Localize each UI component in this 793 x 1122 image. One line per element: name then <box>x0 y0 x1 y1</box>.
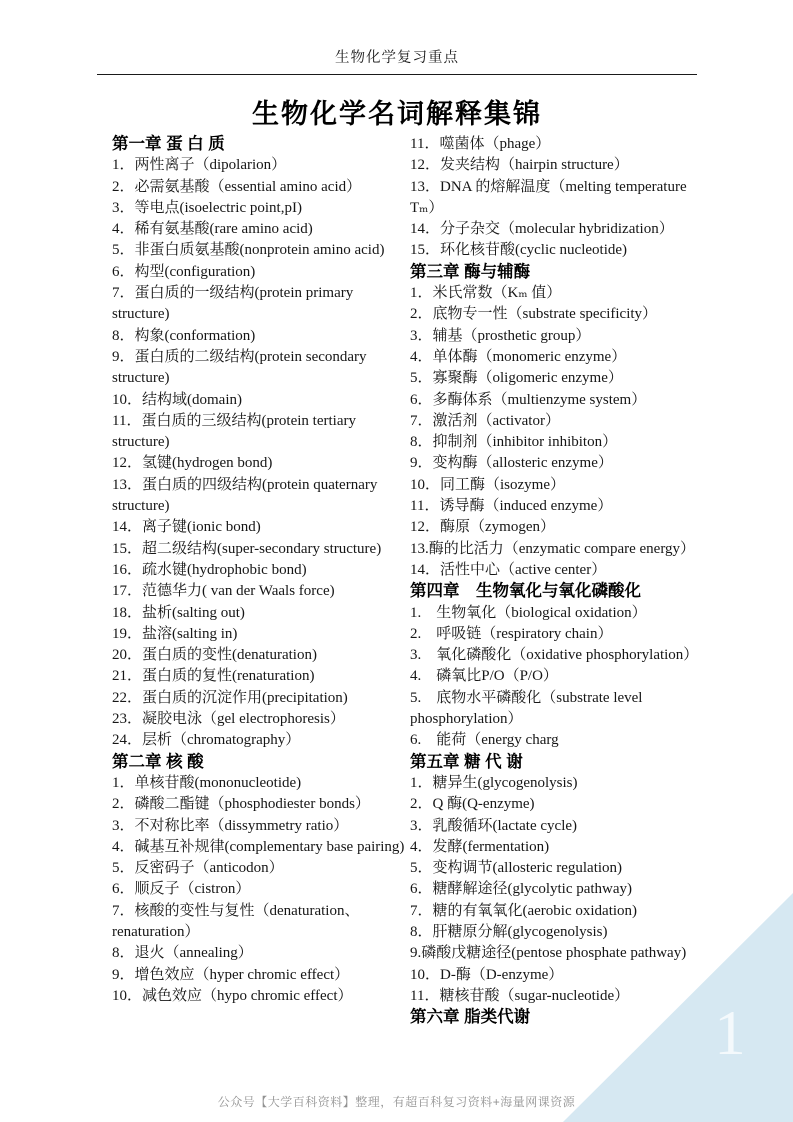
term-item: 20．蛋白质的变性(denaturation) <box>112 647 317 664</box>
term-item: 1．米氏常数（Kₘ 值） <box>410 285 562 302</box>
term-item: 9.磷酸戊糖途径(pentose phosphate pathway) <box>410 945 687 962</box>
term-item: 13．DNA 的熔解温度（melting temperature Tₘ） <box>410 178 687 216</box>
term-item: 12．发夹结构（hairpin structure） <box>410 157 629 174</box>
chapter-heading: 第一章 蛋 白 质 <box>112 135 225 153</box>
term-item: 11．蛋白质的三级结构(protein tertiary structure) <box>112 412 356 451</box>
term-item: 16．疏水键(hydrophobic bond) <box>112 561 307 578</box>
term-item: 10．结构域(domain) <box>112 391 242 408</box>
column-left <box>112 134 406 1028</box>
term-item: 6．糖酵解途径(glycolytic pathway) <box>410 881 633 898</box>
term-item: 7．蛋白质的一级结构(protein primary structure) <box>112 285 354 323</box>
term-item: 5. 底物水平磷酸化（substrate level phosphorylation） <box>410 689 643 728</box>
term-item: 17．范德华力( van der Waals force) <box>112 583 335 600</box>
term-item: 7．激活剂（activator） <box>410 412 560 429</box>
term-item: 8．抑制剂（inhibitor inhibiton） <box>410 434 618 451</box>
term-item: 6．构型(configuration) <box>112 263 256 280</box>
term-item: 15．环化核苷酸(cyclic nucleotide) <box>410 242 628 259</box>
term-item: 6．顺反子（cistron） <box>112 881 251 898</box>
term-item: 15．超二级结构(super-secondary structure) <box>112 540 382 557</box>
term-item: 9．蛋白质的二级结构(protein secondary structure) <box>112 348 367 387</box>
term-item: 3．等电点(isoelectric point,pI) <box>112 199 302 216</box>
term-item: 1. 生物氧化（biological oxidation） <box>410 604 647 621</box>
column-right <box>410 134 704 1028</box>
term-item: 24．层析（chromatography） <box>112 732 301 749</box>
chapter-heading: 第四章 生物氧化与氧化磷酸化 <box>410 582 641 601</box>
chapter-heading: 第六章 脂类代谢 <box>410 1008 531 1027</box>
term-item: 1．单核苷酸(mononucleotide) <box>112 774 302 791</box>
term-item: 5．反密码子（anticodon） <box>112 860 284 877</box>
term-item: 7．糖的有氧氧化(aerobic oxidation) <box>410 902 638 919</box>
term-item: 3．辅基（prosthetic group） <box>410 327 591 344</box>
term-item: 5．变构调节(allosteric regulation) <box>410 860 623 877</box>
term-item: 4. 磷氧比P/O（P/O） <box>410 668 558 685</box>
term-item: 2. 呼吸链（respiratory chain） <box>410 625 613 642</box>
term-item: 8．肝糖原分解(glycogenolysis) <box>410 923 608 940</box>
term-item: 4．发酵(fermentation) <box>410 838 550 855</box>
term-item: 14．离子键(ionic bond) <box>112 519 261 536</box>
term-item: 7．核酸的变性与复性（denaturation、renaturation） <box>112 902 360 940</box>
term-item: 14．活性中心（active center） <box>410 561 607 578</box>
term-item: 5．寡聚酶（oligomeric enzyme） <box>410 370 623 387</box>
term-item: 13.酶的比活力（enzymatic compare energy） <box>410 540 696 557</box>
term-item: 2．磷酸二酯键（phosphodiester bonds） <box>112 796 370 813</box>
term-item: 9．变构酶（allosteric enzyme） <box>410 455 613 472</box>
term-item: 4．稀有氨基酸(rare amino acid) <box>112 221 313 238</box>
term-item: 1．糖异生(glycogenolysis) <box>410 774 578 791</box>
term-item: 11．噬菌体（phage） <box>410 136 551 152</box>
term-item: 21．蛋白质的复性(renaturation) <box>112 668 315 685</box>
term-item: 8．退火（annealing） <box>112 945 253 962</box>
term-item: 12．酶原（zymogen） <box>410 519 555 536</box>
term-item: 1．两性离子（dipolarion） <box>112 157 287 174</box>
footer-note: 公众号【大学百科资料】整理，有超百科复习资料+海量网课资源 <box>217 1095 576 1109</box>
term-item: 3．乳酸循环(lactate cycle) <box>410 817 578 834</box>
term-item: 22．蛋白质的沉淀作用(precipitation) <box>112 689 348 706</box>
term-item: 2．必需氨基酸（essential amino acid） <box>112 178 362 195</box>
term-item: 6. 能荷（energy charg <box>410 732 559 749</box>
chapter-heading: 第二章 核 酸 <box>112 752 204 771</box>
page-title: 生物化学名词解释集锦 <box>252 99 542 129</box>
header-divider <box>97 74 697 75</box>
term-item: 14．分子杂交（molecular hybridization） <box>410 221 674 238</box>
content-columns <box>112 134 704 1028</box>
term-item: 12．氢键(hydrogen bond) <box>112 455 273 472</box>
term-item: 10．同工酶（isozyme） <box>410 476 565 493</box>
page-number: 1 <box>714 998 746 1068</box>
term-item: 11．诱导酶（induced enzyme） <box>410 498 613 515</box>
term-item: 6．多酶体系（multienzyme system） <box>410 391 647 408</box>
term-item: 3．不对称比率（dissymmetry ratio） <box>112 817 349 834</box>
chapter-heading: 第五章 糖 代 谢 <box>410 752 523 771</box>
term-item: 8．构象(conformation) <box>112 327 256 344</box>
term-item: 13．蛋白质的四级结构(protein quaternary structure) <box>112 476 378 515</box>
term-item: 19．盐溶(salting in) <box>112 625 238 642</box>
term-item: 2．Q 酶(Q-enzyme) <box>410 796 535 813</box>
term-item: 4．单体酶（monomeric enzyme） <box>410 348 627 365</box>
term-item: 10．D-酶（D-enzyme） <box>410 966 564 983</box>
term-item: 18．盐析(salting out) <box>112 604 245 621</box>
document-header-title: 生物化学复习重点 <box>335 50 459 66</box>
term-item: 11．糖核苷酸（sugar-nucleotide） <box>410 987 630 1004</box>
term-item: 2．底物专一性（substrate specificity） <box>410 306 658 323</box>
term-item: 5．非蛋白质氨基酸(nonprotein amino acid) <box>112 242 385 259</box>
term-item: 4．碱基互补规律(complementary base pairing) <box>112 838 405 855</box>
term-item: 23．凝胶电泳（gel electrophoresis） <box>112 711 345 728</box>
term-item: 10．减色效应（hypo chromic effect） <box>112 987 353 1004</box>
chapter-heading: 第三章 酶与辅酶 <box>410 262 531 281</box>
term-item: 3. 氧化磷酸化（oxidative phosphorylation） <box>410 647 699 664</box>
term-item: 9．增色效应（hyper chromic effect） <box>112 966 350 983</box>
